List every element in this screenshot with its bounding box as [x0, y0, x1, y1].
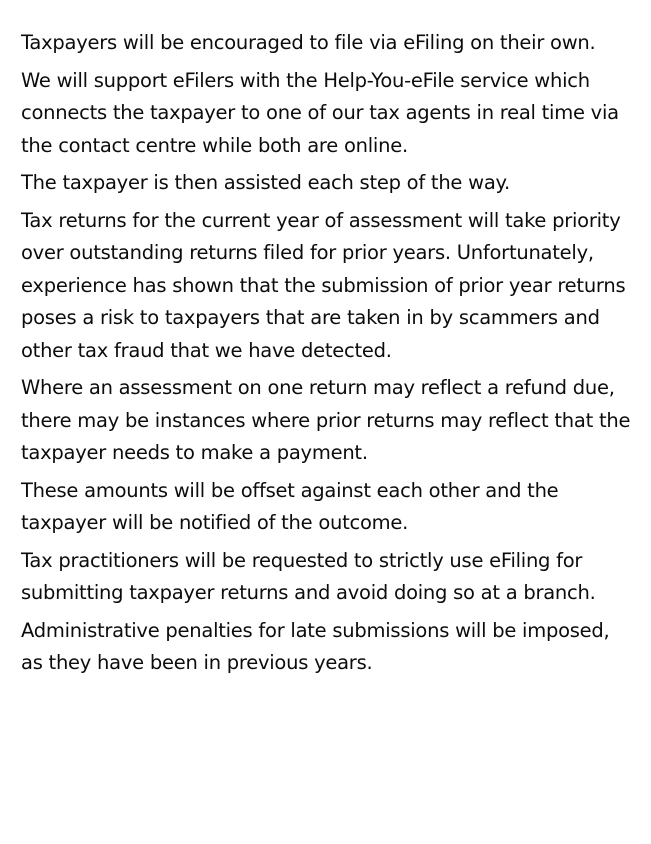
- document-body: [21, 27, 637, 685]
- paragraph-self-efiling: Taxpayers will be encouraged to file via eFiling on their own.: [21, 31, 596, 54]
- paragraph-refund-payment: Where an assessment on one return may reflect a refund due, there may be instances where prior returns may reflect that the taxpayer needs to make a payment.: [21, 376, 631, 464]
- paragraph-tax-practitioners: Tax practitioners will be requested to strictly use eFiling for submitting taxpayer returns and avoid doing so at a branch.: [21, 548, 596, 604]
- paragraph-help-you-efile: We will support eFilers with the Help-You-eFile service which connects the taxpayer to one of our tax agents in real time via the contact centre while both are online.: [21, 68, 619, 157]
- paragraph-offset-notification: These amounts will be offset against each other and the taxpayer will be notified of the outcome.: [21, 478, 559, 534]
- paragraph-assistance: The taxpayer is then assisted each step of the way.: [21, 171, 510, 194]
- paragraph-penalties: Administrative penalties for late submissions will be imposed, as they have been in previous years.: [21, 618, 610, 674]
- paragraph-current-year-priority: Tax returns for the current year of assessment will take priority over outstanding returns filed for prior years. Unfortunately, experience has shown that the submission of prior year returns poses a risk to taxpayers that are taken in by scammers and other tax fraud that we have detected.: [21, 208, 626, 362]
